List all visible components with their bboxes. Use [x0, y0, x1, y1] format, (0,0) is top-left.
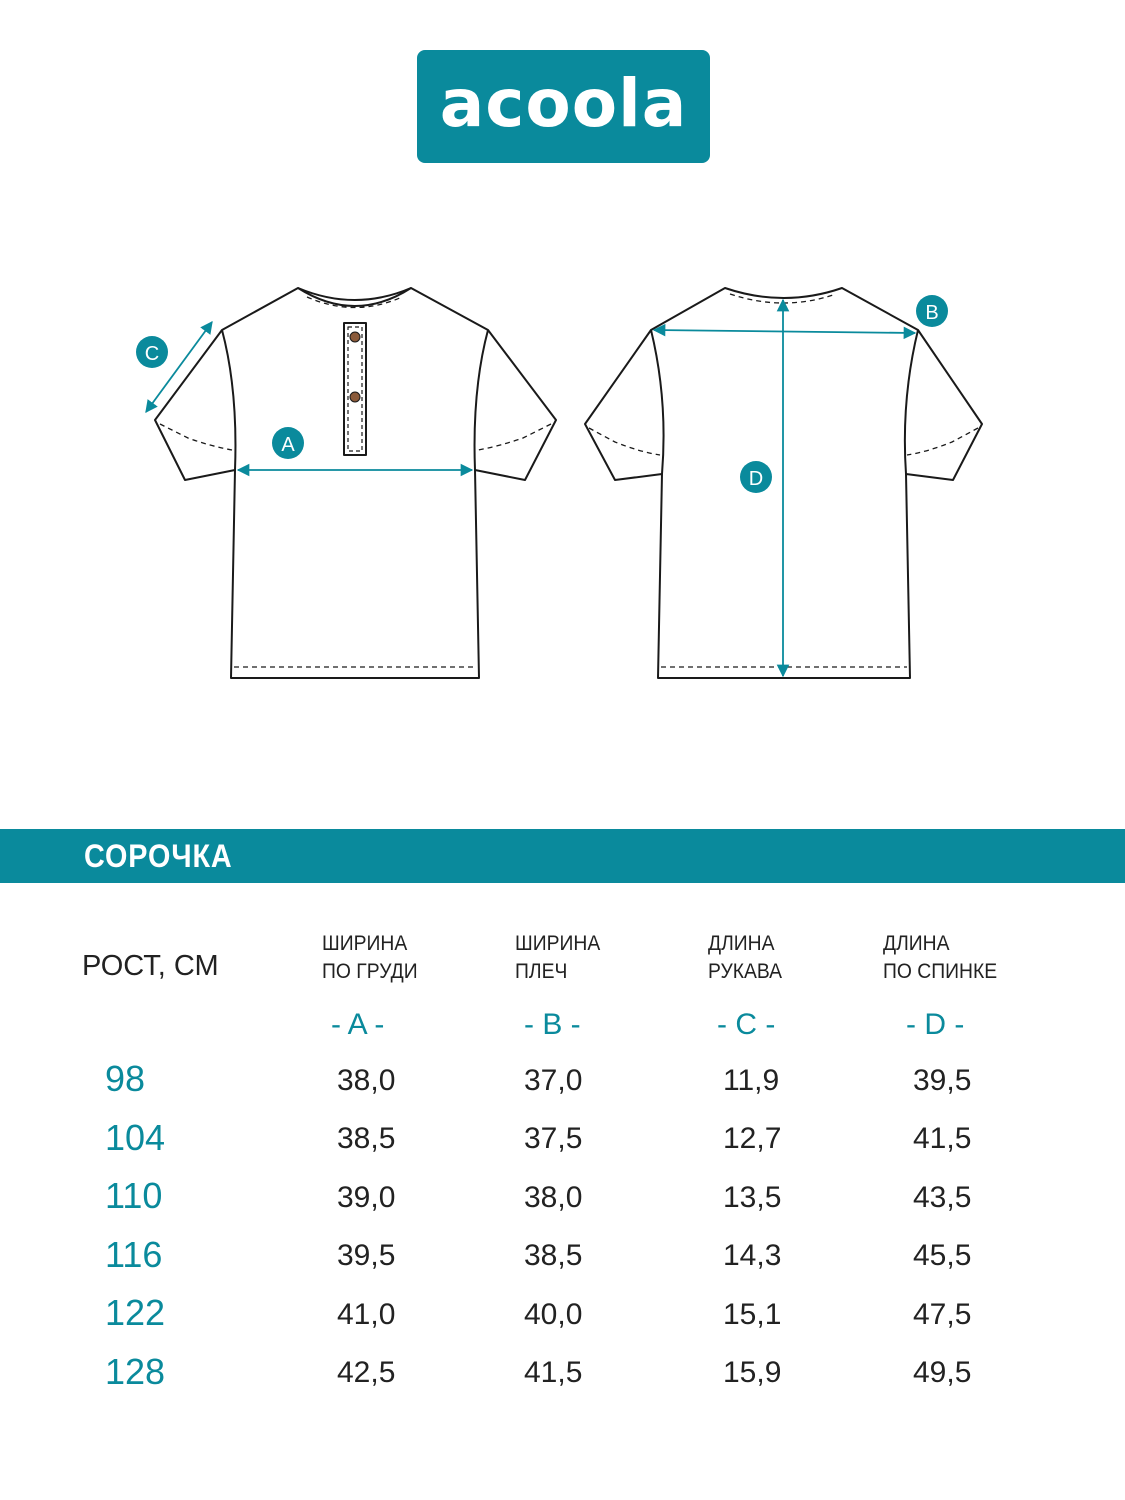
cell-value: 38,0 [337, 1064, 396, 1097]
row-size: 104 [105, 1117, 166, 1158]
code-a: - A - [331, 1008, 385, 1041]
cell-value: 40,0 [524, 1298, 583, 1331]
cell-value: 39,0 [337, 1181, 396, 1214]
button-bottom [350, 392, 360, 402]
cell-value: 41,5 [524, 1356, 583, 1389]
button-top [350, 332, 360, 342]
header-shoulder-width: ШИРИНА ПЛЕЧ [515, 932, 601, 983]
table-title-banner [0, 829, 1125, 883]
header-chest-width: ШИРИНА ПО ГРУДИ [322, 932, 418, 983]
marker-b [916, 295, 948, 327]
cell-value: 15,9 [723, 1356, 782, 1389]
header-height: РОСТ, СМ [82, 950, 219, 982]
header-back-length: ДЛИНА ПО СПИНКЕ [883, 932, 998, 983]
shirt-front [155, 288, 556, 678]
cell-value: 38,5 [337, 1122, 396, 1155]
cell-value: 43,5 [913, 1181, 972, 1214]
garment-diagram [0, 250, 1125, 710]
cell-value: 41,5 [913, 1122, 972, 1155]
cell-value: 13,5 [723, 1181, 782, 1214]
row-size: 128 [105, 1351, 166, 1392]
cell-value: 42,5 [337, 1356, 396, 1389]
brand-logo [417, 50, 710, 163]
svg-text:B: B [925, 302, 939, 324]
cell-value: 38,5 [524, 1239, 583, 1272]
cell-value: 15,1 [723, 1298, 782, 1331]
code-b: - B - [524, 1008, 581, 1041]
row-size: 110 [105, 1175, 163, 1216]
cell-value: 41,0 [337, 1298, 396, 1331]
cell-value: 45,5 [913, 1239, 972, 1272]
marker-c [136, 336, 168, 368]
code-c: - C - [717, 1008, 776, 1041]
table-title: СОРОЧКА [84, 838, 233, 874]
svg-text:A: A [281, 434, 295, 456]
svg-text:D: D [748, 468, 764, 490]
cell-value: 37,0 [524, 1064, 583, 1097]
cell-value: 38,0 [524, 1181, 583, 1214]
cell-value: 49,5 [913, 1356, 972, 1389]
marker-d [740, 461, 772, 493]
cell-value: 47,5 [913, 1298, 972, 1331]
cell-value: 39,5 [337, 1239, 396, 1272]
brand-logo-text: acoola [439, 64, 688, 142]
row-size: 116 [105, 1234, 163, 1275]
cell-value: 37,5 [524, 1122, 583, 1155]
cell-value: 14,3 [723, 1239, 782, 1272]
cell-value: 39,5 [913, 1064, 972, 1097]
row-size: 98 [105, 1058, 146, 1099]
cell-value: 12,7 [723, 1122, 782, 1155]
header-sleeve-length: ДЛИНА РУКАВА [708, 932, 783, 983]
cell-value: 11,9 [723, 1064, 780, 1097]
svg-text:C: C [144, 343, 160, 365]
code-d: - D - [906, 1008, 965, 1041]
row-size: 122 [105, 1292, 166, 1333]
marker-a [272, 427, 304, 459]
